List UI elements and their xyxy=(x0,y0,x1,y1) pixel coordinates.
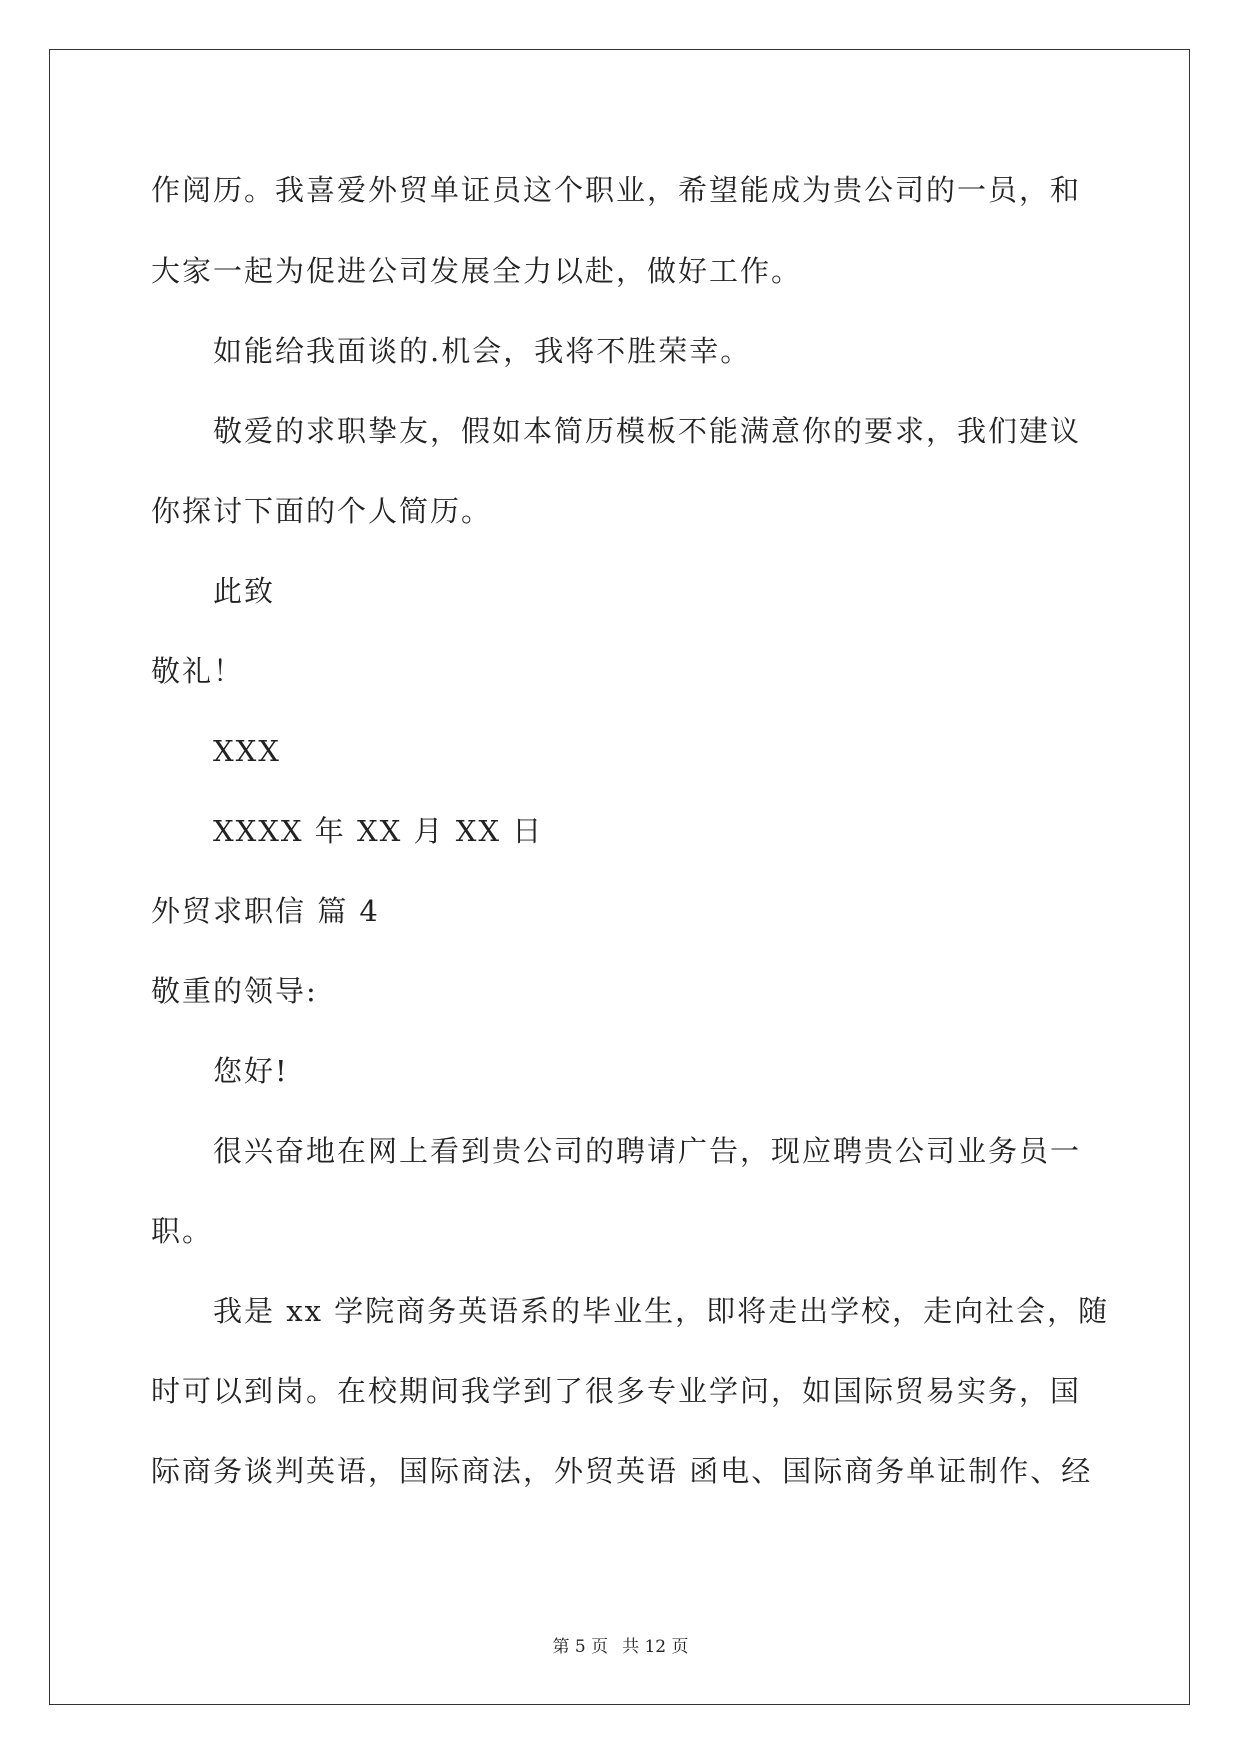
signature-date: XXXX 年 XX 月 XX 日 xyxy=(213,814,544,848)
closing-line: 此致 xyxy=(213,574,276,608)
section-heading: 外贸求职信 篇 4 xyxy=(151,894,380,928)
body-line: 作阅历。我喜爱外贸单证员这个职业，希望能成为贵公司的一员，和 xyxy=(151,173,1082,207)
greeting-line: 敬重的领导: xyxy=(151,974,318,1008)
salutation-line: 敬礼！ xyxy=(151,654,245,688)
page-number: 第 5 页 xyxy=(552,1637,609,1657)
body-line: 职。 xyxy=(151,1214,214,1248)
body-line: 如能给我面谈的.机会，我将不胜荣幸。 xyxy=(213,334,752,368)
body-line: 际商务谈判英语，国际商法，外贸英语 函电、国际商务单证制作、经 xyxy=(151,1454,1093,1488)
body-line: 我是 xx 学院商务英语系的毕业生，即将走出学校，走向社会，随 xyxy=(213,1294,1110,1328)
signature-name: XXX xyxy=(213,734,281,768)
page-total: 共 12 页 xyxy=(622,1637,689,1657)
greeting-line: 您好! xyxy=(213,1054,289,1088)
page-footer xyxy=(0,1636,1241,1658)
body-line: 很兴奋地在网上看到贵公司的聘请广告，现应聘贵公司业务员一 xyxy=(213,1134,1082,1168)
body-line: 你探讨下面的个人简历。 xyxy=(151,494,493,528)
body-line: 时可以到岗。在校期间我学到了很多专业学问，如国际贸易实务，国 xyxy=(151,1374,1082,1408)
body-line: 敬爱的求职挚友，假如本简历模板不能满意你的要求，我们建议 xyxy=(213,414,1082,448)
body-line: 大家一起为促进公司发展全力以赴，做好工作。 xyxy=(151,254,803,288)
